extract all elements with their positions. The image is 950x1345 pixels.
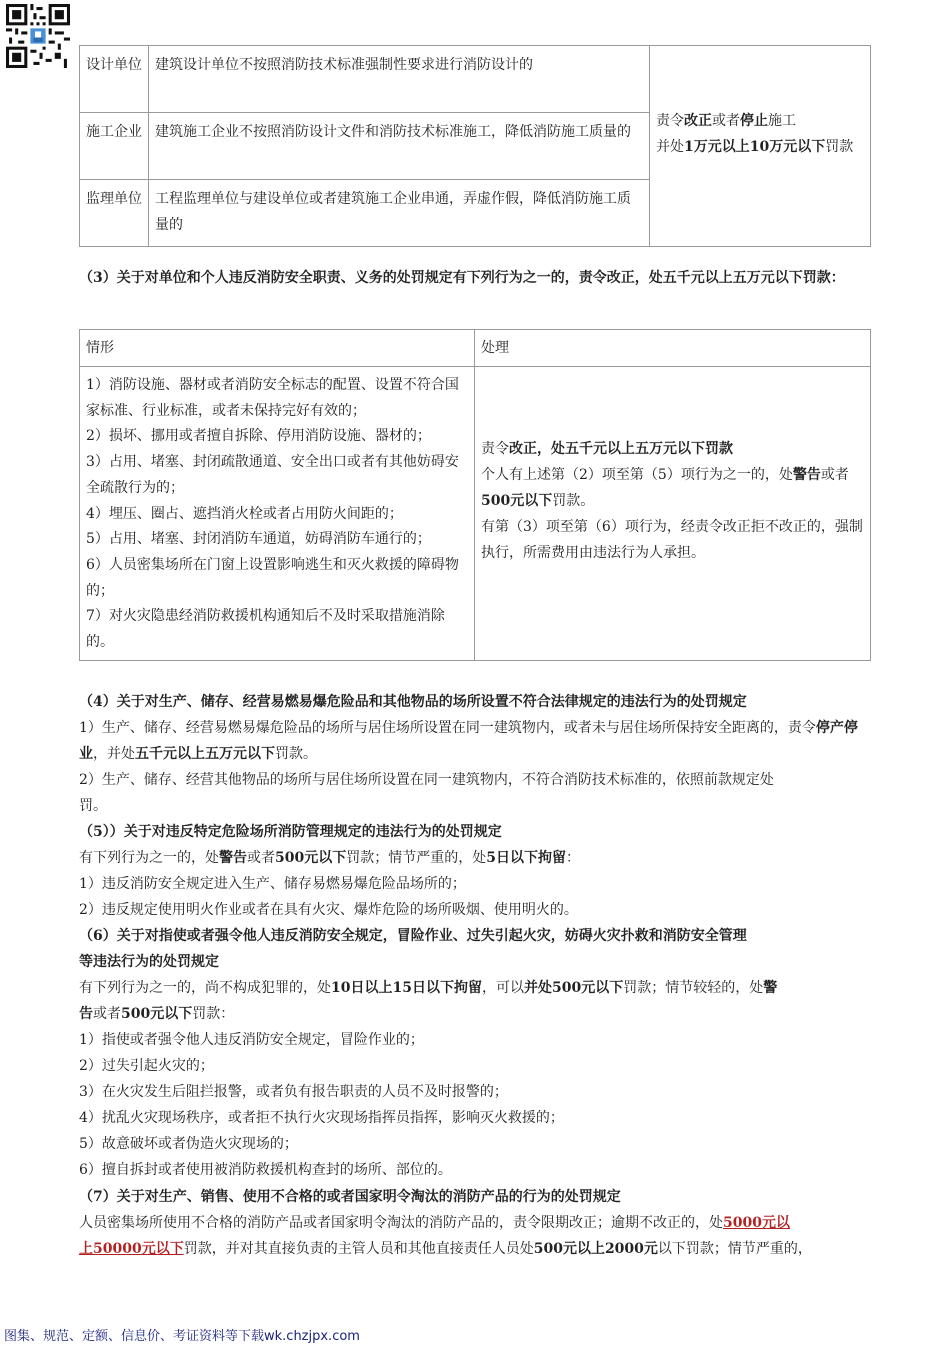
desc-cell: 工程监理单位与建设单位或者建筑施工企业串通，弄虚作假，降低消防施工质量的 xyxy=(149,180,650,247)
list-item: 1）消防设施、器材或者消防安全标志的配置、设置不符合国家标准、行业标准，或者未保持完好有效的； xyxy=(86,377,459,419)
section6-intro: 有下列行为之一的，尚不构成犯罪的，处10日以上15日以下拘留，可以并处500元以下罚款；情节较轻的，处警 告或者500元以下罚款： xyxy=(79,980,778,1022)
desc-cell: 建筑施工企业不按照消防设计文件和消防技术标准施工，降低消防施工质量的 xyxy=(149,113,650,180)
section4-heading: （4）关于对生产、储存、经营易燃易爆危险品和其他物品的场所设置不符合法律规定的违法行为的处罚规定 xyxy=(79,694,747,710)
unit-cell: 施工企业 xyxy=(80,113,149,180)
situation-list xyxy=(80,367,475,661)
list-item: 3）在火灾发生后阻拦报警，或者负有报告职责的人员不及时报警的； xyxy=(79,1084,508,1100)
section5-heading: （5））关于对违反特定危险场所消防管理规定的违法行为的处罚规定 xyxy=(79,824,502,840)
list-item: 7）对火灾隐患经消防救援机构通知后不及时采取措施消除的。 xyxy=(86,608,445,651)
section6 xyxy=(79,923,871,1183)
list-item: 4）埋压、圈占、遮挡消火栓或者占用防火间距的； xyxy=(86,505,403,522)
unit-cell: 设计单位 xyxy=(80,46,149,113)
footer-download-link[interactable]: 图集、规范、定额、信息价、考证资料等下载wk.chzjpx.com xyxy=(4,1329,360,1344)
section6-heading-line2: 等违法行为的处罚规定 xyxy=(79,954,219,970)
section7-para1-line2: 上50000元以下罚款，并对其直接负责的主管人员和其他直接责任人员处500元以上2000元以下罚款；情节严重的， xyxy=(79,1241,812,1257)
qr-code-icon xyxy=(6,4,70,68)
handling-cell: 责令改正，处五千元以上五万元以下罚款 个人有上述第（2）项至第（5）项行为之一的，处警告或者500元以下罚款。 有第（3）项至第（6）项行为，经责令改正拒不改正的，强制执行，所需费用由违法行为人承担。 xyxy=(475,367,871,661)
list-item: 2）损坏、挪用或者擅自拆除、停用消防设施、器材的； xyxy=(86,428,431,445)
section7-heading: （7）关于对生产、销售、使用不合格的或者国家明令淘汰的消防产品的行为的处罚规定 xyxy=(79,1189,621,1205)
table-row xyxy=(80,46,871,113)
list-item: 1）违反消防安全规定进入生产、储存易燃易爆危险品场所的； xyxy=(79,876,466,892)
section3-heading: （3）关于对单位和个人违反消防安全职责、义务的处罚规定有下列行为之一的，责令改正，处五千元以上五万元以下罚款： xyxy=(79,270,845,286)
unit-penalty-table xyxy=(79,45,871,247)
list-item: 2）违反规定使用明火作业或者在具有火灾、爆炸危险的场所吸烟、使用明火的。 xyxy=(79,902,578,918)
header-situation: 情形 xyxy=(80,330,475,367)
section7-para1-line1: 人员密集场所使用不合格的消防产品或者国家明令淘汰的消防产品的，责令限期改正；逾期不改正的，处5000元以 xyxy=(79,1215,790,1231)
penalty-cell: 责令改正或者停止施工 并处1万元以上10万元以下罚款 xyxy=(650,46,871,247)
list-item: 6）擅自拆封或者使用被消防救援机构查封的场所、部位的。 xyxy=(79,1162,452,1178)
section7 xyxy=(79,1184,871,1262)
unit-cell: 监理单位 xyxy=(80,180,149,247)
section4-para1: 1）生产、储存、经营易燃易爆危险品的场所与居住场所设置在同一建筑物内，或者未与居住场所保持安全距离的，责令停产停业，并处五千元以上五万元以下罚款。 xyxy=(79,720,858,762)
section6-heading-line1: （6）关于对指使或者强令他人违反消防安全规定，冒险作业、过失引起火灾，妨碍火灾扑救和消防安全管理 xyxy=(79,928,747,944)
list-item: 4）扰乱火灾现场秩序，或者拒不执行火灾现场指挥员指挥，影响灭火救援的； xyxy=(79,1110,564,1126)
list-item: 6）人员密集场所在门窗上设置影响逃生和灭火救援的障碍物的； xyxy=(86,556,459,599)
header-handling: 处理 xyxy=(475,330,871,367)
table-row xyxy=(80,367,871,661)
table-header-row xyxy=(80,330,871,367)
list-item: 5）占用、堵塞、封闭消防车通道，妨碍消防车通行的； xyxy=(86,531,431,548)
list-item: 5）故意破坏或者伪造火灾现场的； xyxy=(79,1136,298,1152)
list-item: 2）过失引起火灾的； xyxy=(79,1058,214,1074)
section4-para2: 2）生产、储存、经营其他物品的场所与居住场所设置在同一建筑物内，不符合消防技术标准的，依照前款规定处 罚。 xyxy=(79,772,774,814)
situation-handling-table xyxy=(79,329,871,661)
section5-intro: 有下列行为之一的，处警告或者500元以下罚款；情节严重的，处5日以下拘留： xyxy=(79,850,580,866)
list-item: 3）占用、堵塞、封闭疏散通道、安全出口或者有其他妨碍安全疏散行为的； xyxy=(86,454,459,496)
list-item: 1）指使或者强令他人违反消防安全规定，冒险作业的； xyxy=(79,1032,424,1048)
section5 xyxy=(79,819,871,923)
section4 xyxy=(79,689,871,819)
desc-cell: 建筑设计单位不按照消防技术标准强制性要求进行消防设计的 xyxy=(149,46,650,113)
